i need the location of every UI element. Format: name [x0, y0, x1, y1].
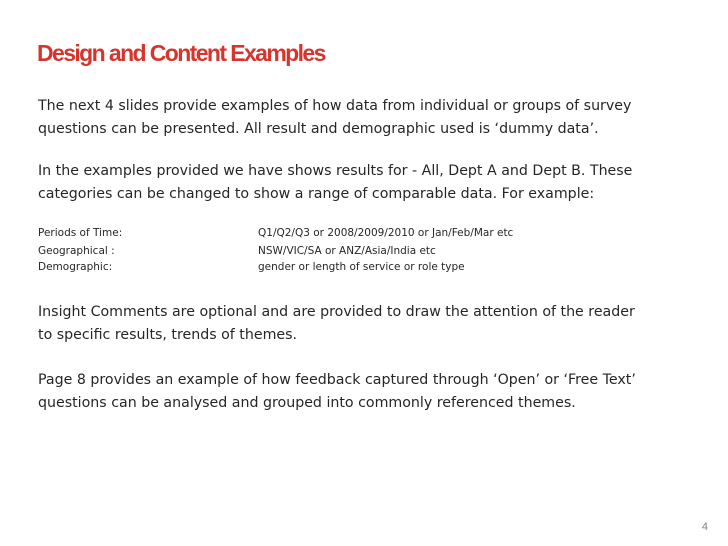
text-line: Insight Comments are optional and are provided to draw the attention of the reader: [38, 304, 635, 320]
page-number: 4: [701, 521, 708, 533]
example-row-demographic: [38, 259, 513, 275]
categories-paragraph: [38, 160, 632, 206]
example-label: Periods of Time:: [38, 227, 123, 239]
example-label: Demographic:: [38, 261, 113, 273]
intro-paragraph: [38, 95, 631, 141]
example-label: Geographical :: [38, 245, 115, 257]
text-line: questions can be analysed and grouped into commonly referenced themes.: [38, 395, 576, 411]
text-line: In the examples provided we have shows results for - All, Dept A and Dept B. These: [38, 163, 633, 179]
text-line: to specific results, trends of themes.: [38, 327, 298, 343]
example-row-periods: [38, 225, 513, 241]
example-value: Q1/Q2/Q3 or 2008/2009/2010 or Jan/Feb/Mar etc: [258, 227, 514, 239]
slide-title: Design and Content Examples: [37, 40, 325, 66]
example-value: gender or length of service or role type: [258, 261, 465, 273]
text-line: categories can be changed to show a range of comparable data. For example:: [38, 186, 595, 202]
example-row-geographical: [38, 243, 513, 259]
examples-list: [38, 225, 513, 275]
text-line: questions can be presented. All result and demographic used is ‘dummy data’.: [38, 121, 599, 137]
insight-comments-paragraph: [38, 301, 635, 347]
text-line: The next 4 slides provide examples of how data from individual or groups of survey: [38, 98, 632, 114]
feedback-paragraph: [38, 369, 636, 415]
text-line: Page 8 provides an example of how feedback captured through ‘Open’ or ‘Free Text’: [38, 372, 636, 388]
example-value: NSW/VIC/SA or ANZ/Asia/India etc: [258, 245, 436, 257]
